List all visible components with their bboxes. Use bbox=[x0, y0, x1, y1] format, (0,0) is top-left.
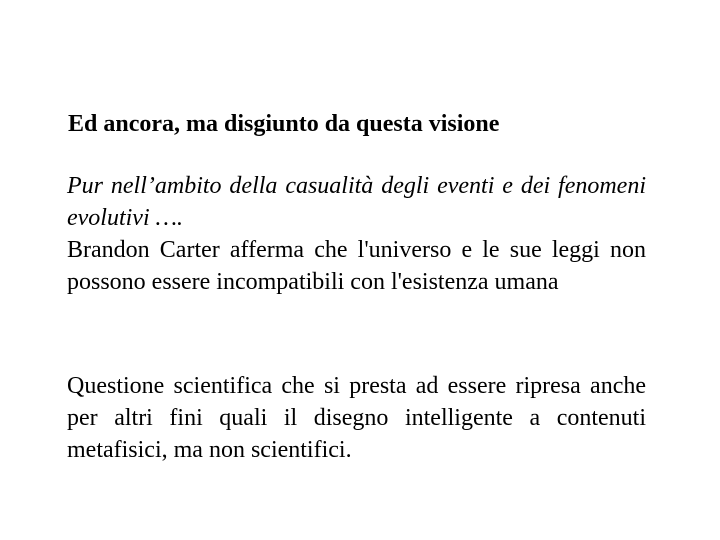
slide-heading: Ed ancora, ma disgiunto da questa visione bbox=[68, 111, 500, 137]
intro-italic-text: Pur nell’ambito della casualità degli eventi e dei fenomeni evolutivi …. bbox=[67, 173, 646, 231]
text-block-conclusion bbox=[67, 370, 646, 466]
carter-statement-text: Brandon Carter afferma che l'universo e le sue leggi non possono essere incompatibili con l'esistenza umana bbox=[67, 237, 646, 295]
conclusion-text: Questione scientifica che si presta ad essere ripresa anche per altri fini quali il disegno intelligente a contenuti metafisici, ma non scientifici. bbox=[67, 373, 646, 463]
text-block-main bbox=[67, 170, 646, 298]
